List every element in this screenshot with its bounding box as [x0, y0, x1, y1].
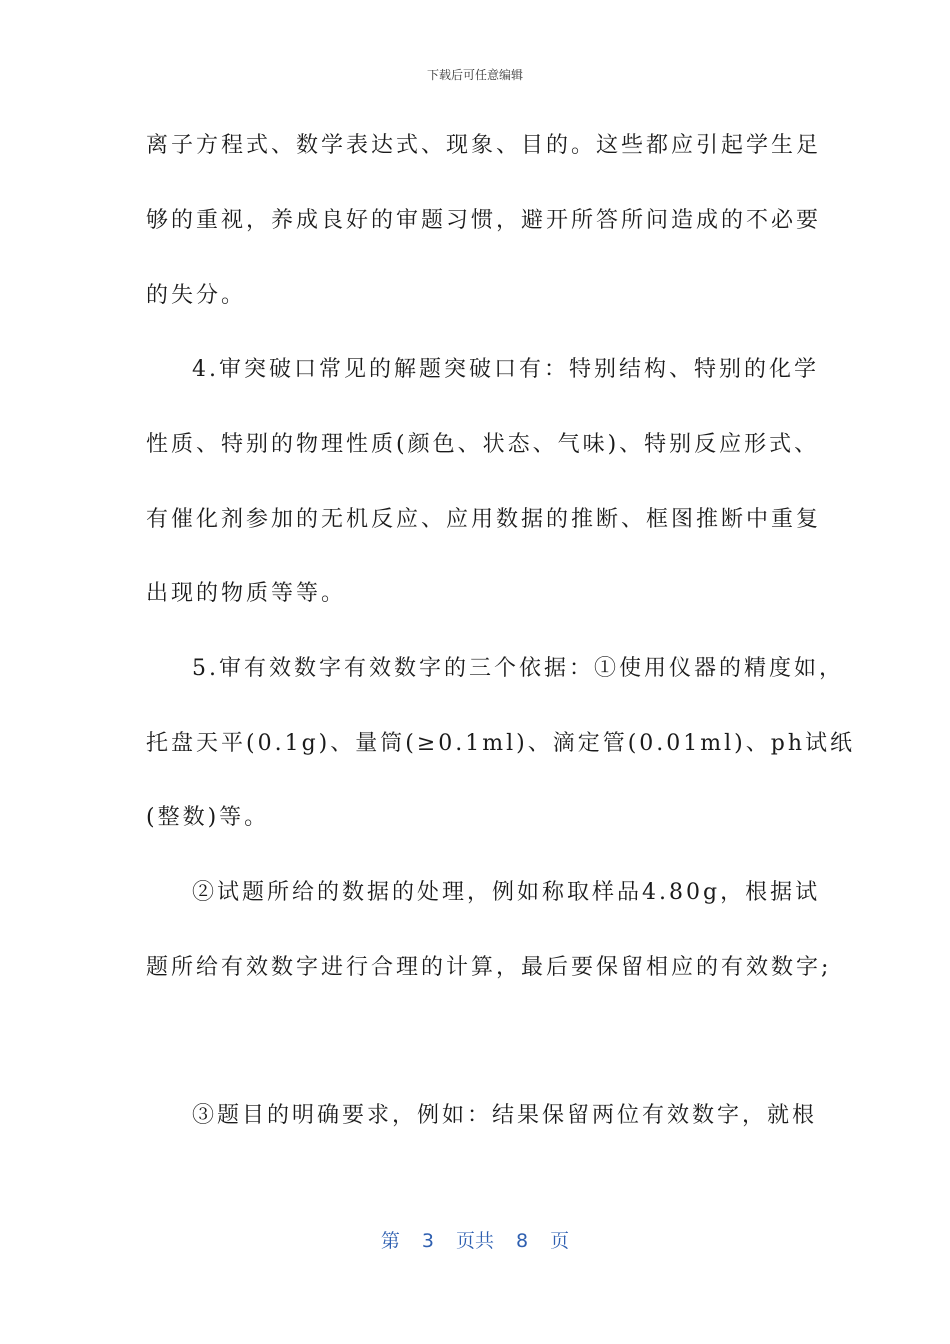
paragraph-start-line: 4.审突破口常见的解题突破口有：特别结构、特别的化学	[192, 357, 819, 382]
text-line: 出现的物质等等。	[146, 581, 347, 606]
footer-prefix: 第	[380, 1230, 400, 1252]
paragraph-start-line: ②试题所给的数据的处理，例如称取样品4.80g，根据试	[192, 880, 821, 905]
page-header: 下载后可任意编辑	[426, 68, 523, 82]
text-line: 够的重视，养成良好的审题习惯，避开所答所问造成的不必要	[146, 208, 822, 233]
text-line: (整数)等。	[146, 805, 270, 830]
text-line: 有催化剂参加的无机反应、应用数据的推断、框图推断中重复	[146, 507, 822, 532]
text-line: 离子方程式、数学表达式、现象、目的。这些都应引起学生足	[146, 133, 822, 158]
footer-suffix: 页	[550, 1230, 570, 1252]
current-page-number: 3	[421, 1230, 434, 1252]
text-line: 托盘天平(0.1g)、量筒(≥0.1ml)、滴定管(0.01ml)、ph试纸	[146, 731, 856, 756]
paragraph-start-line: ③题目的明确要求，例如：结果保留两位有效数字，就根	[192, 1103, 818, 1128]
page-footer	[0, 1226, 950, 1253]
total-pages-number: 8	[516, 1230, 529, 1252]
paragraph-start-line: 5.审有效数字有效数字的三个依据：①使用仪器的精度如，	[192, 656, 844, 681]
text-line: 性质、特别的物理性质(颜色、状态、气味)、特别反应形式、	[146, 432, 820, 457]
footer-middle: 页共	[455, 1230, 494, 1252]
text-line: 题所给有效数字进行合理的计算，最后要保留相应的有效数字;	[146, 955, 832, 980]
text-line: 的失分。	[146, 283, 247, 308]
